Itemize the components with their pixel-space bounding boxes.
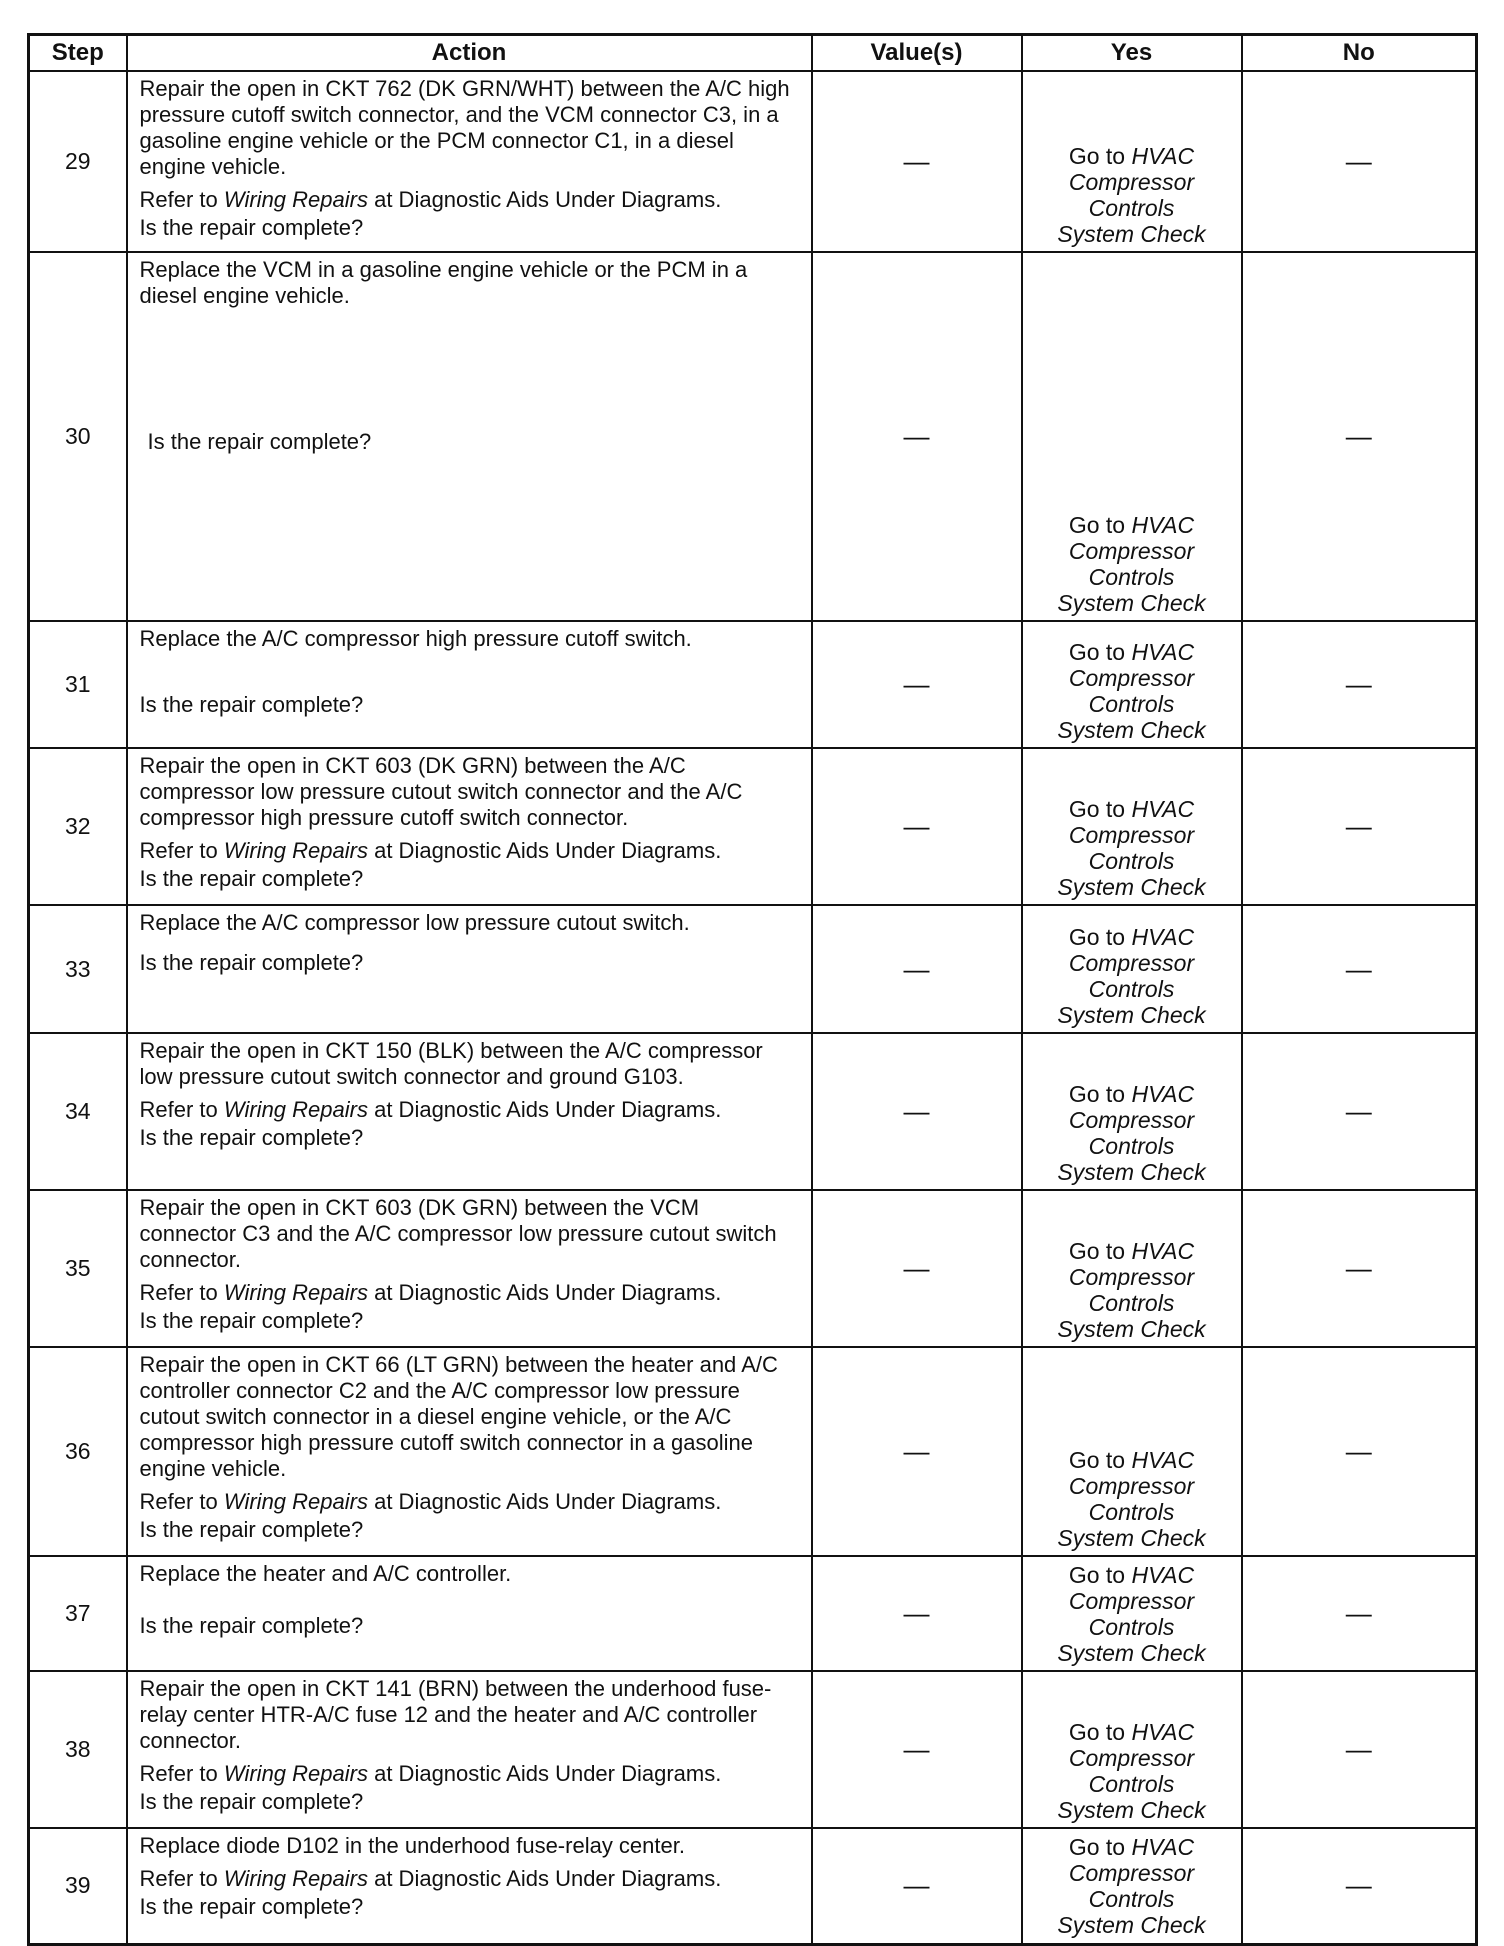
no-cell: — <box>1242 1828 1477 1944</box>
header-no: No <box>1242 35 1477 72</box>
value-cell: — <box>812 1671 1022 1828</box>
action-cell <box>127 748 812 905</box>
question-text: Is the repair complete? <box>139 1789 364 1814</box>
refer-text: Refer to Wiring Repairs at Diagnostic Aids Under Diagrams. <box>139 1097 722 1122</box>
wiring-repairs-link: Wiring Repairs <box>223 1097 368 1122</box>
wiring-repairs-link: Wiring Repairs <box>223 1280 368 1305</box>
yes-cell <box>1022 1671 1242 1828</box>
yes-goto: Go to HVAC Compressor Controls System Check <box>1057 924 1206 1028</box>
table-row <box>29 905 1477 1033</box>
table-row <box>29 1347 1477 1556</box>
no-cell: — <box>1242 748 1477 905</box>
yes-cell <box>1022 1190 1242 1347</box>
value-cell: — <box>812 252 1022 621</box>
yes-goto: Go to HVAC Compressor Controls System Check <box>1057 1719 1206 1823</box>
wiring-repairs-link: Wiring Repairs <box>223 187 368 212</box>
question-text: Is the repair complete? <box>139 1613 364 1638</box>
yes-goto: Go to HVAC Compressor Controls System Check <box>1057 512 1206 616</box>
yes-cell <box>1022 71 1242 252</box>
wiring-repairs-link: Wiring Repairs <box>223 838 368 863</box>
no-cell: — <box>1242 1556 1477 1671</box>
question-text: Is the repair complete? <box>139 692 364 717</box>
value-cell: — <box>812 1347 1022 1556</box>
table-row <box>29 1556 1477 1671</box>
table-row <box>29 1190 1477 1347</box>
value-cell: — <box>812 905 1022 1033</box>
step-number: 30 <box>29 252 127 621</box>
action-text: Repair the open in CKT 603 (DK GRN) between the A/C compressor low pressure cutout switch connector and the A/C compressor high pressure cutoff switch connector. <box>139 753 743 830</box>
yes-cell <box>1022 905 1242 1033</box>
question-text: Is the repair complete? <box>139 950 364 975</box>
value-cell: — <box>812 621 1022 748</box>
yes-cell <box>1022 748 1242 905</box>
action-text: Replace the VCM in a gasoline engine vehicle or the PCM in a diesel engine vehicle. <box>139 257 748 308</box>
yes-goto: Go to HVAC Compressor Controls System Check <box>1057 143 1206 247</box>
action-text: Replace the heater and A/C controller. <box>139 1561 512 1586</box>
value-cell: — <box>812 1556 1022 1671</box>
table-row <box>29 1671 1477 1828</box>
value-cell: — <box>812 1828 1022 1944</box>
no-cell: — <box>1242 1671 1477 1828</box>
action-text: Replace the A/C compressor high pressure cutoff switch. <box>139 626 692 651</box>
action-cell <box>127 71 812 252</box>
table-row <box>29 748 1477 905</box>
yes-cell <box>1022 621 1242 748</box>
step-number: 37 <box>29 1556 127 1671</box>
value-cell: — <box>812 1033 1022 1190</box>
wiring-repairs-link: Wiring Repairs <box>223 1866 368 1891</box>
step-number: 32 <box>29 748 127 905</box>
no-cell: — <box>1242 1033 1477 1190</box>
header-step: Step <box>29 35 127 72</box>
yes-goto: Go to HVAC Compressor Controls System Check <box>1057 796 1206 900</box>
action-text: Repair the open in CKT 603 (DK GRN) between the VCM connector C3 and the A/C compressor low pressure cutout switch connector. <box>139 1195 777 1272</box>
wiring-repairs-link: Wiring Repairs <box>223 1761 368 1786</box>
no-cell: — <box>1242 71 1477 252</box>
action-cell <box>127 905 812 1033</box>
step-number: 35 <box>29 1190 127 1347</box>
action-cell <box>127 621 812 748</box>
yes-goto: Go to HVAC Compressor Controls System Check <box>1057 1238 1206 1342</box>
refer-text: Refer to Wiring Repairs at Diagnostic Aids Under Diagrams. <box>139 1489 722 1514</box>
action-text: Repair the open in CKT 762 (DK GRN/WHT) between the A/C high pressure cutoff switch connector, and the VCM connector C3, in a gasoline engine vehicle or the PCM connector C1, in a diesel engine vehicle. <box>139 76 790 179</box>
no-cell: — <box>1242 252 1477 621</box>
step-number: 39 <box>29 1828 127 1944</box>
table-row <box>29 1828 1477 1944</box>
question-text: Is the repair complete? <box>139 215 364 240</box>
value-cell: — <box>812 71 1022 252</box>
action-cell <box>127 1033 812 1190</box>
no-cell: — <box>1242 621 1477 748</box>
step-number: 33 <box>29 905 127 1033</box>
diagnostic-table <box>27 33 1478 1946</box>
yes-goto: Go to HVAC Compressor Controls System Check <box>1057 1833 1206 1938</box>
refer-text: Refer to Wiring Repairs at Diagnostic Aids Under Diagrams. <box>139 187 722 212</box>
question-text: Is the repair complete? <box>139 1125 364 1150</box>
step-number: 29 <box>29 71 127 252</box>
header-action: Action <box>127 35 812 72</box>
header-values: Value(s) <box>812 35 1022 72</box>
value-cell: — <box>812 1190 1022 1347</box>
question-text: Is the repair complete? <box>139 866 364 891</box>
action-cell <box>127 1347 812 1556</box>
step-number: 31 <box>29 621 127 748</box>
refer-text: Refer to Wiring Repairs at Diagnostic Aids Under Diagrams. <box>139 1761 722 1786</box>
question-text: Is the repair complete? <box>147 429 372 454</box>
yes-cell <box>1022 1033 1242 1190</box>
yes-cell <box>1022 1347 1242 1556</box>
header-yes: Yes <box>1022 35 1242 72</box>
yes-cell <box>1022 252 1242 621</box>
table-row <box>29 71 1477 252</box>
wiring-repairs-link: Wiring Repairs <box>223 1489 368 1514</box>
no-cell: — <box>1242 905 1477 1033</box>
refer-text: Refer to Wiring Repairs at Diagnostic Aids Under Diagrams. <box>139 1280 722 1305</box>
no-cell: — <box>1242 1190 1477 1347</box>
question-text: Is the repair complete? <box>139 1517 364 1542</box>
table-row <box>29 1033 1477 1190</box>
step-number: 34 <box>29 1033 127 1190</box>
action-cell <box>127 1828 812 1944</box>
table-row <box>29 252 1477 621</box>
action-text: Repair the open in CKT 66 (LT GRN) between the heater and A/C controller connector C2 and the A/C compressor low pressure cutout switch connector in a diesel engine vehicle, or the A/C compressor high pressure cutoff switch connector in a gasoline engine vehicle. <box>139 1352 778 1481</box>
step-number: 38 <box>29 1671 127 1828</box>
refer-text: Refer to Wiring Repairs at Diagnostic Aids Under Diagrams. <box>139 838 722 863</box>
refer-text: Refer to Wiring Repairs at Diagnostic Aids Under Diagrams. <box>139 1866 722 1891</box>
no-cell: — <box>1242 1347 1477 1556</box>
action-text: Replace the A/C compressor low pressure cutout switch. <box>139 910 690 935</box>
yes-goto: Go to HVAC Compressor Controls System Check <box>1057 1447 1206 1551</box>
yes-goto: Go to HVAC Compressor Controls System Check <box>1057 1081 1206 1185</box>
value-cell: — <box>812 748 1022 905</box>
yes-goto: Go to HVAC Compressor Controls System Check <box>1057 1561 1206 1666</box>
yes-goto: Go to HVAC Compressor Controls System Check <box>1057 639 1206 743</box>
question-text: Is the repair complete? <box>139 1894 364 1919</box>
step-number: 36 <box>29 1347 127 1556</box>
table-row <box>29 621 1477 748</box>
action-cell <box>127 252 812 621</box>
action-cell <box>127 1671 812 1828</box>
yes-cell <box>1022 1556 1242 1671</box>
action-cell <box>127 1190 812 1347</box>
action-text: Repair the open in CKT 150 (BLK) between the A/C compressor low pressure cutout switch connector and ground G103. <box>139 1038 763 1089</box>
action-text: Replace diode D102 in the underhood fuse-relay center. <box>139 1833 685 1858</box>
action-text: Repair the open in CKT 141 (BRN) between the underhood fuse-relay center HTR-A/C fuse 12 and the heater and A/C controller connector. <box>139 1676 772 1753</box>
yes-cell <box>1022 1828 1242 1944</box>
question-text: Is the repair complete? <box>139 1308 364 1333</box>
action-cell <box>127 1556 812 1671</box>
header-row <box>29 35 1477 72</box>
